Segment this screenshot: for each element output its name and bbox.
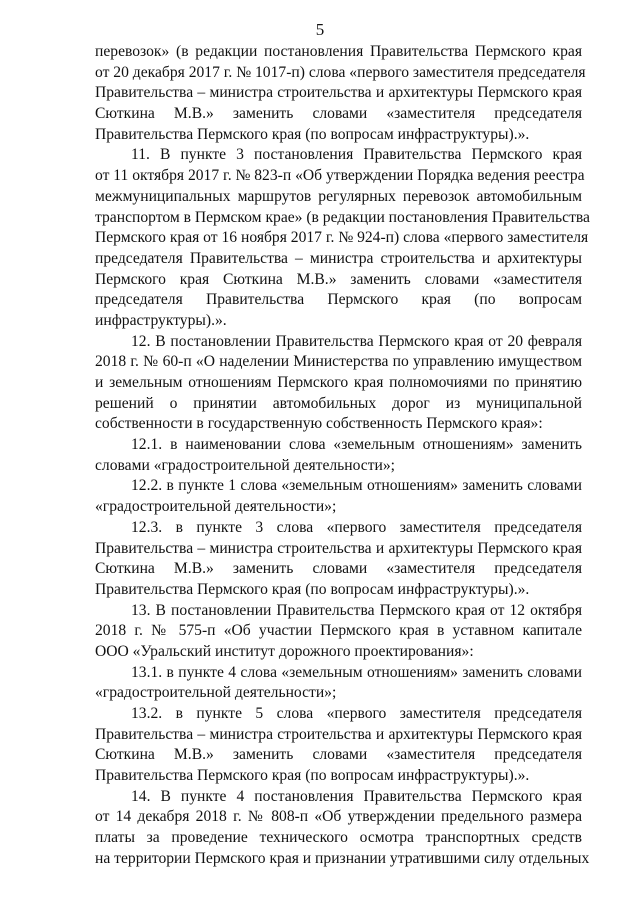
text-line: Правительства Пермского края (по вопросам инфраструктуры).».	[95, 767, 530, 785]
text-line: межмуниципальных маршрутов регулярных перевозок автомобильным	[95, 187, 582, 205]
text-line: транспортом в Пермском крае» (в редакции постановления Правительства	[95, 208, 590, 226]
text-line: 2018 г. № 575-п «Об участии Пермского края в уставном капитале	[95, 622, 582, 640]
text-line: решений о принятии автомобильных дорог из муниципальной	[95, 394, 582, 412]
text-line: Правительства Пермского края (по вопросам инфраструктуры).».	[95, 580, 530, 598]
text-line: инфраструктуры).».	[95, 311, 227, 329]
text-line: перевозок» (в редакции постановления Правительства Пермского края	[95, 43, 582, 60]
text-line: 2018 г. № 60-п «О наделении Министерства по управлению имуществом	[95, 353, 582, 371]
text-line: 12. В постановлении Правительства Пермского края от 20 февраля	[131, 332, 582, 350]
document-body	[95, 42, 590, 870]
text-line: 13. В постановлении Правительства Пермского края от 12 октября	[131, 601, 582, 619]
text-line: и земельным отношениям Пермского края полномочиями по принятию	[95, 374, 582, 391]
text-line: 11. В пункте 3 постановления Правительства Пермского края	[131, 146, 582, 164]
text-line: 14. В пункте 4 постановления Правительства Пермского края	[131, 787, 582, 805]
text-line: Пермского края от 16 ноября 2017 г. № 924-п) слова «первого заместителя	[95, 229, 589, 247]
text-line: платы за проведение технического осмотра транспортных средств	[95, 829, 582, 847]
text-line: 13.2. в пункте 5 слова «первого заместителя председателя	[131, 705, 582, 722]
text-line: словами «градостроительной деятельности»;	[95, 456, 395, 474]
text-line: «градостроительной деятельности»;	[95, 684, 337, 702]
text-line: Правительства – министра строительства и архитектуры Пермского края	[95, 539, 582, 557]
text-line: ООО «Уральский институт дорожного проектирования»:	[95, 642, 474, 660]
text-line: на территории Пермского края и признании утратившими силу отдельных	[95, 849, 590, 867]
text-line: собственности в государственную собственность Пермского края»:	[95, 415, 543, 433]
text-line: 12.3. в пункте 3 слова «первого заместителя председателя	[131, 518, 582, 536]
text-line: Сюткина М.В.» заменить словами «заместителя председателя	[95, 105, 582, 123]
text-line: 12.1. в наименовании слова «земельным отношениям» заменить	[131, 436, 582, 454]
text-line: 12.2. в пункте 1 слова «земельным отношениям» заменить словами	[131, 477, 582, 495]
text-line: Сюткина М.В.» заменить словами «заместителя председателя	[95, 560, 582, 578]
text-line: Сюткина М.В.» заменить словами «заместителя председателя	[95, 746, 582, 764]
text-line: от 14 декабря 2018 г. № 808-п «Об утверждении предельного размера	[95, 808, 582, 826]
text-line: председателя Правительства – министра строительства и архитектуры	[95, 249, 582, 267]
text-line: 13.1. в пункте 4 слова «земельным отношениям» заменить словами	[131, 663, 582, 681]
text-line: «градостроительной деятельности»;	[95, 498, 337, 516]
page-number: 5	[315, 20, 325, 39]
text-line: от 20 декабря 2017 г. № 1017-п) слова «первого заместителя председателя	[95, 63, 586, 81]
text-line: от 11 октября 2017 г. № 823-п «Об утверждении Порядка ведения реестра	[95, 167, 585, 185]
text-line: Правительства – министра строительства и архитектуры Пермского края	[95, 84, 582, 102]
text-line: Правительства Пермского края (по вопросам инфраструктуры).».	[95, 125, 530, 143]
text-line: Пермского края Сюткина М.В.» заменить словами «заместителя	[95, 270, 582, 288]
text-line: председателя Правительства Пермского края (по вопросам	[95, 291, 582, 309]
text-line: Правительства – министра строительства и архитектуры Пермского края	[95, 725, 582, 743]
